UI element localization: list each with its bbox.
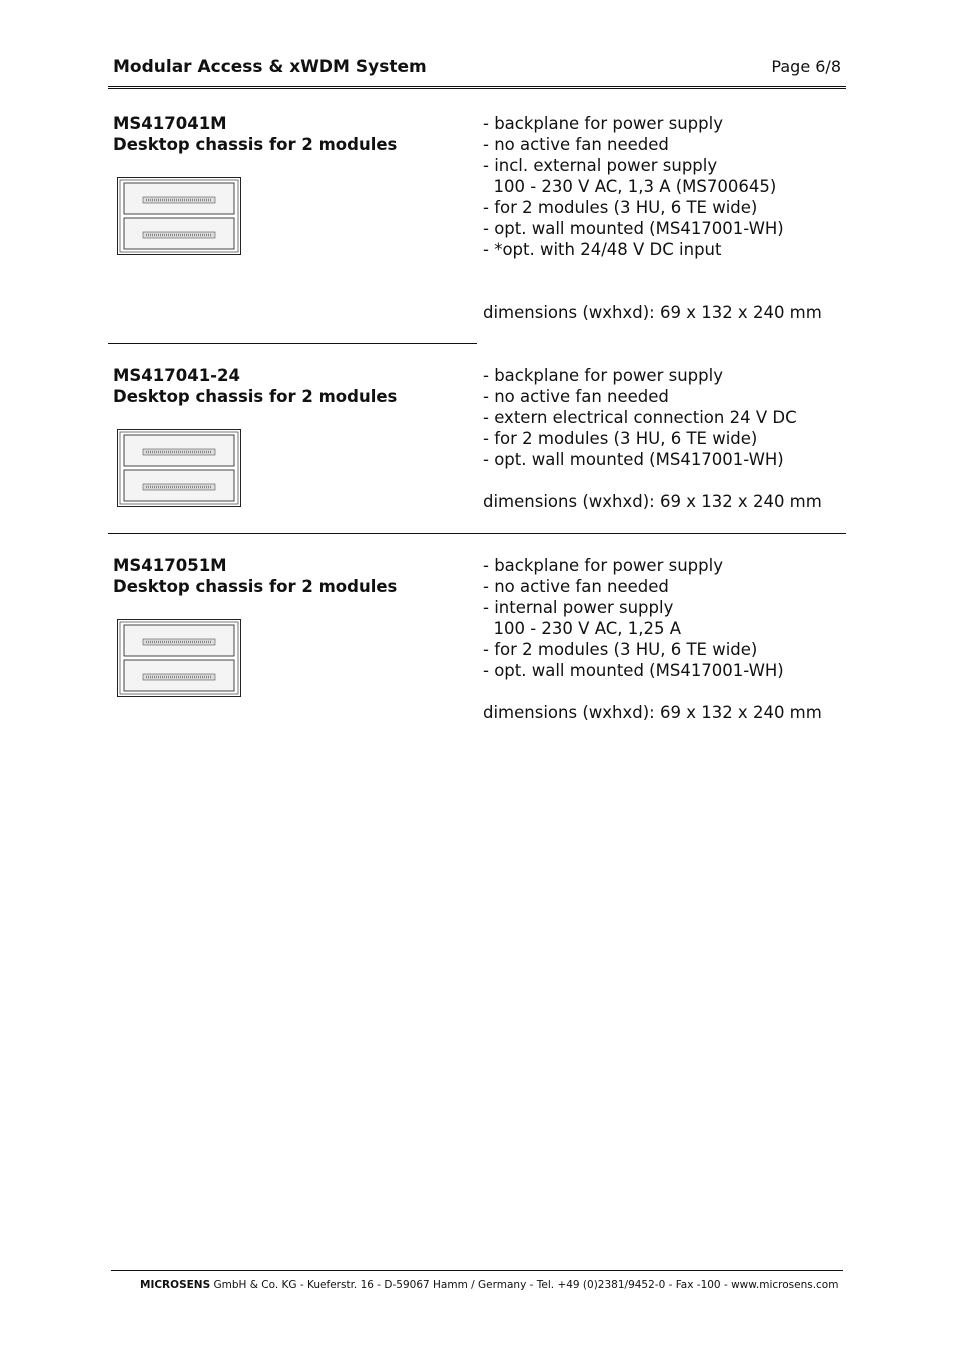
- product-subtitle: Desktop chassis for 2 modules: [113, 135, 398, 154]
- section-divider: [108, 343, 477, 344]
- product-subtitle: Desktop chassis for 2 modules: [113, 387, 398, 406]
- chassis-image: [117, 429, 241, 507]
- feature-list: [483, 555, 853, 722]
- feature-item: - no active fan needed: [483, 387, 669, 406]
- product-code: MS417041M: [113, 114, 227, 133]
- feature-item: - backplane for power supply: [483, 556, 723, 575]
- product-dimensions: dimensions (wxhxd): 69 x 132 x 240 mm: [483, 303, 822, 322]
- feature-item: - no active fan needed: [483, 577, 669, 596]
- product-subtitle: Desktop chassis for 2 modules: [113, 577, 398, 596]
- feature-item: - incl. external power supply: [483, 156, 718, 175]
- feature-item: - backplane for power supply: [483, 366, 723, 385]
- feature-item: - opt. wall mounted (MS417001-WH): [483, 661, 784, 680]
- page-number: Page 6/8: [771, 57, 841, 76]
- feature-item: - opt. wall mounted (MS417001-WH): [483, 219, 784, 238]
- footer-rule: [111, 1270, 843, 1271]
- feature-list: [483, 113, 853, 322]
- product-dimensions: dimensions (wxhxd): 69 x 132 x 240 mm: [483, 492, 822, 511]
- feature-item: - *opt. with 24/48 V DC input: [483, 240, 722, 259]
- chassis-image: [117, 619, 241, 697]
- product-code: MS417041-24: [113, 366, 240, 385]
- feature-item: - for 2 modules (3 HU, 6 TE wide): [483, 640, 758, 659]
- feature-item: - for 2 modules (3 HU, 6 TE wide): [483, 429, 758, 448]
- product-code: MS417051M: [113, 556, 227, 575]
- feature-list: [483, 365, 853, 511]
- feature-item: - extern electrical connection 24 V DC: [483, 408, 797, 427]
- feature-item: 100 - 230 V AC, 1,25 A: [483, 619, 681, 638]
- feature-item: - for 2 modules (3 HU, 6 TE wide): [483, 198, 758, 217]
- feature-item: - backplane for power supply: [483, 114, 723, 133]
- footer-company: MICROSENS: [140, 1279, 211, 1291]
- feature-item: - no active fan needed: [483, 135, 669, 154]
- footer-contact: GmbH & Co. KG - Kueferstr. 16 - D-59067 Hamm / Germany - Tel. +49 (0)2381/9452-0 - Fax -100 - www.microsens.com: [210, 1279, 839, 1291]
- feature-item: - opt. wall mounted (MS417001-WH): [483, 450, 784, 469]
- header-rule: [108, 86, 846, 89]
- page-footer: [140, 1279, 838, 1291]
- page-header: [113, 57, 844, 83]
- feature-item: 100 - 230 V AC, 1,3 A (MS700645): [483, 177, 777, 196]
- section-divider: [108, 533, 846, 534]
- chassis-image: [117, 177, 241, 255]
- product-dimensions: dimensions (wxhxd): 69 x 132 x 240 mm: [483, 703, 822, 722]
- document-title: Modular Access & xWDM System: [113, 57, 427, 77]
- feature-item: - internal power supply: [483, 598, 674, 617]
